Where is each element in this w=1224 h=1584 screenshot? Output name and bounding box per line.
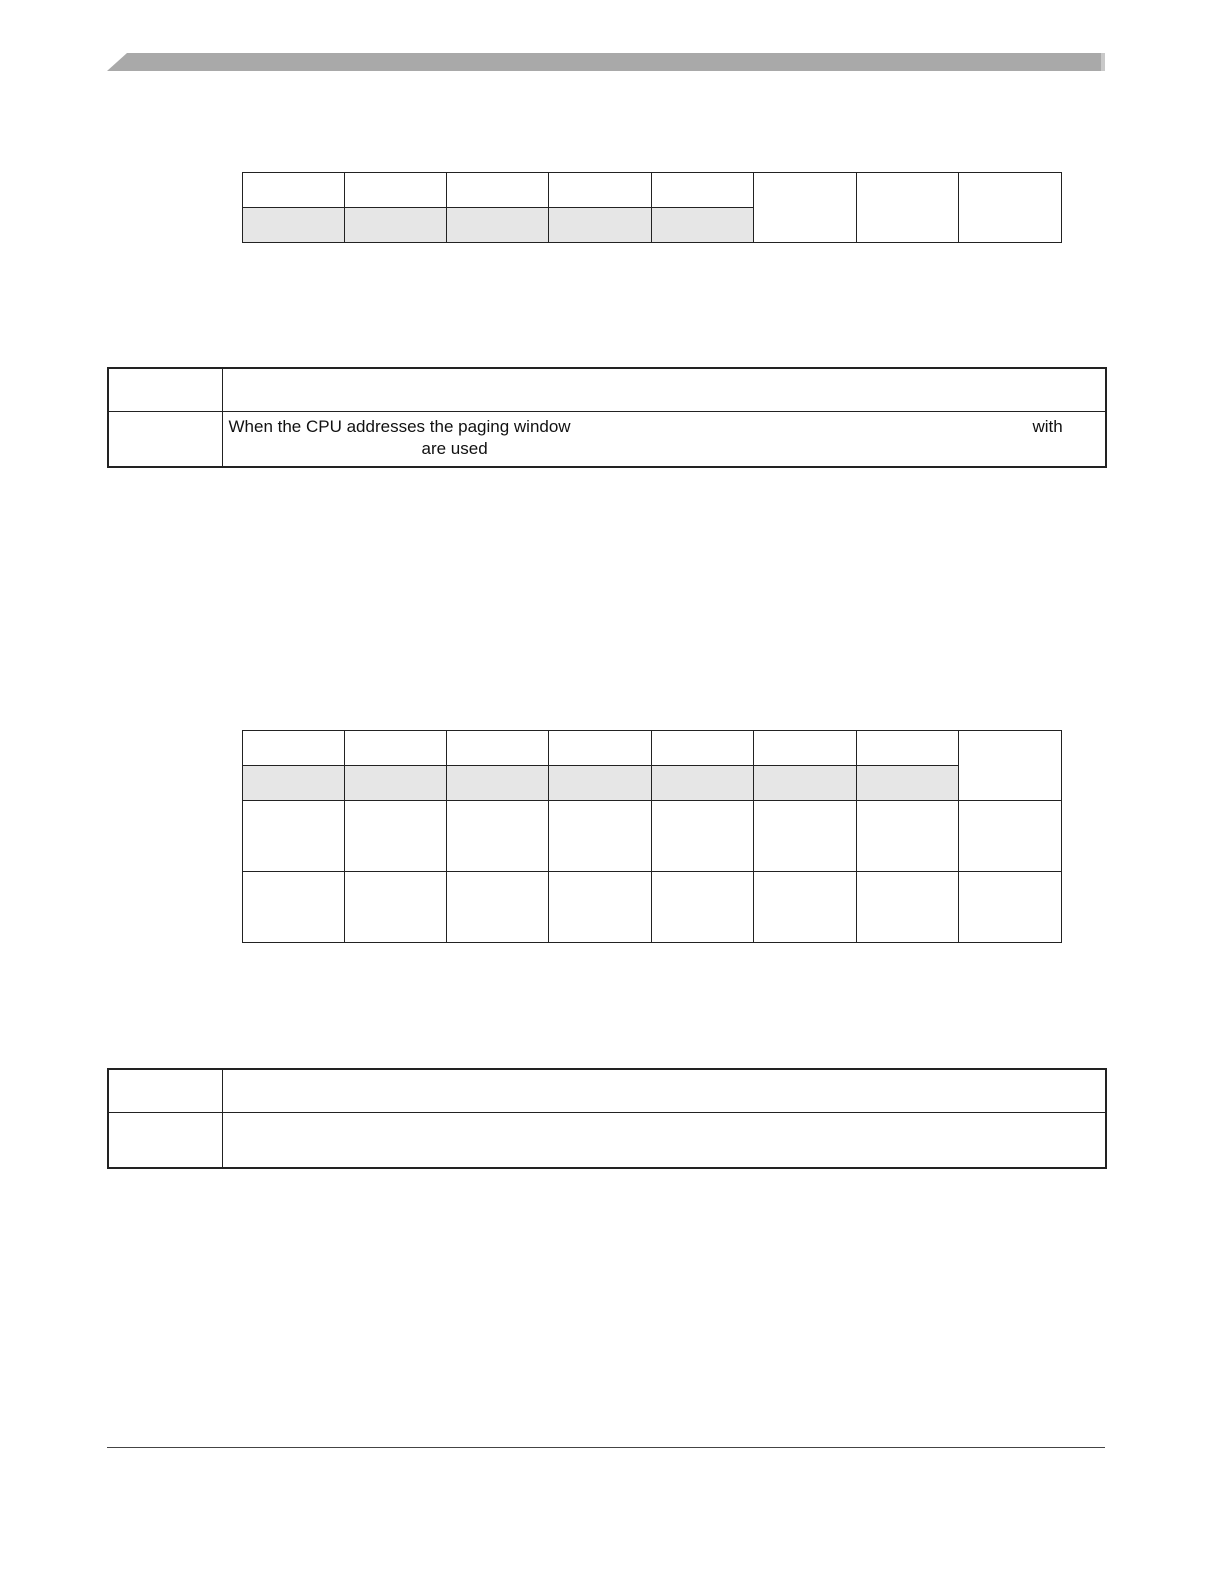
bit-cell	[243, 173, 345, 208]
bit-cell	[959, 731, 1062, 801]
field-header-cell	[108, 1069, 222, 1112]
bit-cell	[959, 173, 1062, 243]
field-header-cell	[108, 368, 222, 411]
read-cell	[754, 801, 857, 872]
reserved-bit-cell	[447, 766, 549, 801]
write-cell	[652, 872, 754, 943]
bit-cell	[243, 731, 345, 766]
field-description-cell	[222, 411, 1106, 467]
reserved-bit-cell	[857, 766, 959, 801]
write-cell	[447, 872, 549, 943]
write-cell	[857, 872, 959, 943]
read-cell	[447, 801, 549, 872]
reserved-bit-cell	[243, 766, 345, 801]
write-cell	[754, 872, 857, 943]
reserved-bit-cell	[345, 766, 447, 801]
write-cell	[549, 872, 652, 943]
field-description-table-2	[107, 1068, 1107, 1169]
bit-cell	[345, 173, 447, 208]
write-cell	[243, 872, 345, 943]
register-diagram-1	[242, 172, 1062, 243]
reserved-bit-cell	[447, 208, 549, 243]
field-name-cell	[108, 1112, 222, 1168]
field-description-table-1	[107, 367, 1107, 468]
field-description-cell	[222, 1112, 1106, 1168]
reserved-bit-cell	[549, 766, 652, 801]
read-cell	[857, 801, 959, 872]
read-cell	[345, 801, 447, 872]
footer-rule	[107, 1447, 1105, 1448]
reserved-bit-cell	[652, 208, 754, 243]
bit-cell	[754, 173, 857, 243]
read-cell	[549, 801, 652, 872]
register-diagram-2	[242, 730, 1062, 943]
description-text: When the CPU addresses the paging window	[228, 416, 571, 436]
reserved-bit-cell	[243, 208, 345, 243]
bit-cell	[447, 731, 549, 766]
description-text: with	[1032, 416, 1063, 436]
bit-cell	[652, 731, 754, 766]
field-name-cell	[108, 411, 222, 467]
bit-cell	[857, 731, 959, 766]
bit-cell	[754, 731, 857, 766]
description-header-cell	[222, 1069, 1106, 1112]
bit-cell	[549, 173, 652, 208]
bit-cell	[857, 173, 959, 243]
read-cell	[652, 801, 754, 872]
bit-cell	[345, 731, 447, 766]
bit-cell	[549, 731, 652, 766]
bit-cell	[447, 173, 549, 208]
write-cell	[959, 872, 1062, 943]
description-text: are used	[421, 438, 488, 458]
write-cell	[345, 872, 447, 943]
reserved-bit-cell	[652, 766, 754, 801]
bit-cell	[652, 173, 754, 208]
reserved-bit-cell	[549, 208, 652, 243]
header-bar	[107, 53, 1105, 71]
reserved-bit-cell	[345, 208, 447, 243]
read-cell	[959, 801, 1062, 872]
description-header-cell	[222, 368, 1106, 411]
read-cell	[243, 801, 345, 872]
reserved-bit-cell	[754, 766, 857, 801]
